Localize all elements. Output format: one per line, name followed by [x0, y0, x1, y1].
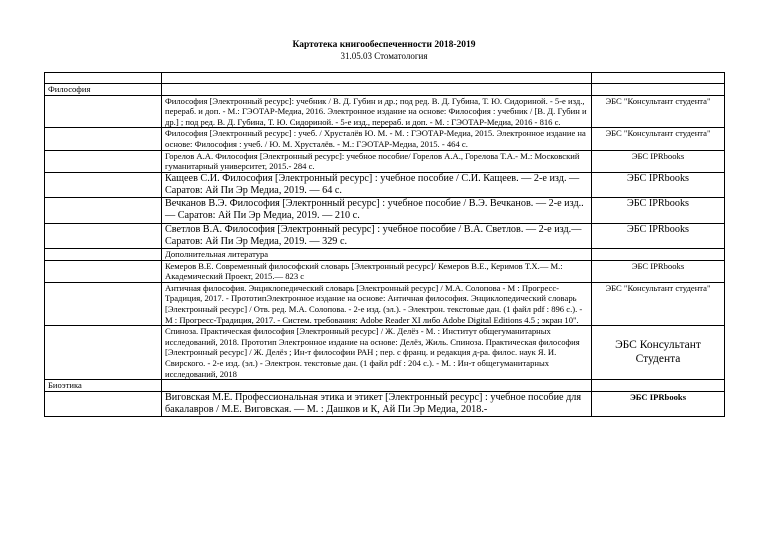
table-cell: [592, 248, 725, 260]
section-row: [45, 84, 725, 96]
table-cell: [45, 172, 162, 197]
book-description: Вечканов В.Э. Философия [Электронный ресурс] : учебное пособие / В.Э. Вечканов. — 2-е изд.. — Саратов: Ай Пи Эр Медиа, 2019. — 210 c.: [162, 198, 592, 223]
book-description: Античная философия. Энциклопедический словарь [Электронный ресурс] / М.А. Солопова - М : Прогресс-Традиция, 2017. - ПрототипЭлектронное издание на основе: Античная философия. Энциклопедический словарь [Электронный ресурс] / Отв. ред. М.А. Солопова. - 2-е изд. (эл.). - Электрон. текстовые дан. (1 файл pdf : 896 с.). - М : Прогресс-Традиция, 2017. - Систем. требования: Adobe Reader XI либо Adobe Digital Editions 4.5 ; экран 10".: [162, 282, 592, 325]
table-cell: [45, 198, 162, 223]
section-row: [45, 380, 725, 392]
table-row: [45, 198, 725, 223]
table-cell: [45, 128, 162, 150]
book-description: Светлов В.А. Философия [Электронный ресурс] : учебное пособие / В.А. Светлов. — 2-е изд.— Саратов: Ай Пи Эр Медиа, 2019. — 329 c.: [162, 223, 592, 248]
section-label-additional: Дополнительная литература: [162, 248, 592, 260]
table-row: [45, 282, 725, 325]
books-table: [44, 72, 725, 417]
table-row: [45, 150, 725, 172]
book-description: Философия [Электронный ресурс]: учебник / В. Д. Губин и др.; под ред. В. Д. Губина, Т. Ю. Сидориной. - 5-е изд., перераб. и доп. - М.: ГЭОТАР-Медиа, 2016. Электронное издание на основе: Философия : учебник / [В. Д. Губин и др.] ; под ред. В. Д. Губина, Т. Ю. Сидориной. - 5-е изд., перераб. и доп. - М. : ГЭОТАР-Медиа, 2016 - 816 с.: [162, 95, 592, 128]
book-description: Горелов А.А. Философия [Электронный ресурс]: учебное пособие/ Горелов А.А., Горелова Т.А.- М.: Московский гуманитарный университет, 2015.- 284 c.: [162, 150, 592, 172]
library-source: ЭБС IPRbooks: [592, 223, 725, 248]
book-description: Кащеев С.И. Философия [Электронный ресурс] : учебное пособие / С.И. Кащеев. — 2-е изд. — Саратов: Ай Пи Эр Медиа, 2019. — 64 c.: [162, 172, 592, 197]
book-description: Философия [Электронный ресурс] : учеб. / Хрусталёв Ю. М. - М. : ГЭОТАР-Медиа, 2015. Электронное издание на основе: Философия : учеб. / Ю. М. Хрусталёв. - М.: ГЭОТАР-Медиа, 2015. - 464 с.: [162, 128, 592, 150]
table-row: [45, 73, 725, 84]
table-cell: [162, 84, 592, 96]
table-row: [45, 172, 725, 197]
library-source: ЭБС IPRbooks: [592, 391, 725, 416]
library-source: ЭБС "Консультант студента": [592, 95, 725, 128]
table-row: [45, 391, 725, 416]
table-cell: [592, 73, 725, 84]
book-description: Спиноза. Практическая философия [Электронный ресурс] / Ж. Делёз - М. : Институт общегуманитарных исследований, 2018. Прототип Электронное издание на основе: Делёз, Жиль. Спиноза. Практическая философия [Электронный ресурс] / Ж. Делёз ; Ин-т философии РАН ; пер. с франц. и редакция д-ра. филос. наук Я. И. Свирского. - 2-е изд. (эл.) - Электрон. текстовые дан. (1 файл pdf : 204 с.). - М. : Ин-т общегуманитарных исследований, 2018: [162, 326, 592, 380]
table-cell: [45, 391, 162, 416]
table-cell: [45, 260, 162, 282]
table-cell: [45, 326, 162, 380]
table-cell: [45, 223, 162, 248]
table-cell: [162, 380, 592, 392]
section-row: [45, 248, 725, 260]
table-row: [45, 326, 725, 380]
library-source: ЭБС Консультант Студента: [592, 326, 725, 380]
table-row: [45, 95, 725, 128]
section-label-bioethics: Биоэтика: [45, 380, 162, 392]
table-cell: [45, 73, 162, 84]
book-description: Кемеров В.Е. Современный философский словарь [Электронный ресурс]/ Кемеров В.Е., Керимов Т.Х.— М.: Академический Проект, 2015.— 823 c: [162, 260, 592, 282]
library-source: ЭБС IPRbooks: [592, 172, 725, 197]
library-source: ЭБС "Консультант студента": [592, 282, 725, 325]
page-title: Картотека книгообеспеченности 2018-2019: [292, 40, 476, 50]
table-cell: [45, 150, 162, 172]
table-cell: [162, 73, 592, 84]
section-label-philosophy: Философия: [45, 84, 162, 96]
library-source: ЭБС IPRbooks: [592, 198, 725, 223]
library-source: ЭБС IPRbooks: [592, 260, 725, 282]
table-cell: [592, 380, 725, 392]
table-row: [45, 128, 725, 150]
table-row: [45, 223, 725, 248]
page-subtitle: 31.05.03 Стоматология: [340, 51, 428, 61]
table-cell: [45, 248, 162, 260]
table-cell: [45, 282, 162, 325]
table-row: [45, 260, 725, 282]
library-source: ЭБС "Консультант студента": [592, 128, 725, 150]
table-cell: [45, 95, 162, 128]
book-description: Виговская М.Е. Профессиональная этика и этикет [Электронный ресурс] : учебное пособие для бакалавров / М.Е. Виговская. — М. : Дашков и К, Ай Пи Эр Медиа, 2018.-: [162, 391, 592, 416]
library-source: ЭБС IPRbooks: [592, 150, 725, 172]
table-cell: [592, 84, 725, 96]
